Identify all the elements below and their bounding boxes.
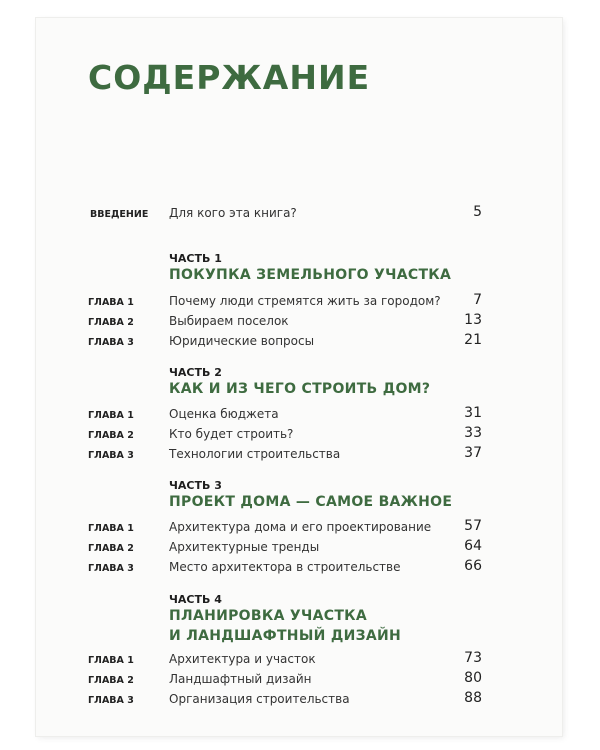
chapter-title: Кто будет строить? <box>169 427 294 441</box>
chapter-page-number: 73 <box>464 650 482 666</box>
chapter-label: ГЛАВА 2 <box>88 430 134 441</box>
chapter-entry <box>0 538 600 558</box>
part-title-line: ПОКУПКА ЗЕМЕЛЬНОГО УЧАСТКА <box>169 267 452 283</box>
part-title <box>169 265 451 285</box>
chapter-entry <box>0 332 600 352</box>
part-title <box>169 606 401 646</box>
part-title-line: КАК И ИЗ ЧЕГО СТРОИТЬ ДОМ? <box>169 381 431 397</box>
chapter-label: ГЛАВА 1 <box>88 655 134 666</box>
chapter-page-number: 37 <box>464 445 482 461</box>
chapter-entry <box>0 312 600 332</box>
part-title-line: И ЛАНДШАФТНЫЙ ДИЗАЙН <box>169 628 402 644</box>
chapter-entry <box>0 650 600 670</box>
chapter-entry <box>0 292 600 312</box>
chapter-label: ГЛАВА 3 <box>88 450 134 461</box>
chapter-page-number: 88 <box>464 690 482 706</box>
chapter-title: Технологии строительства <box>169 447 341 461</box>
part-label: ЧАСТЬ 1 <box>169 252 222 265</box>
chapter-label: ГЛАВА 2 <box>88 543 134 554</box>
chapter-label: ГЛАВА 1 <box>88 410 134 421</box>
chapter-entry <box>0 425 600 445</box>
chapter-label: ГЛАВА 3 <box>88 563 134 574</box>
chapter-title: Юридические вопросы <box>169 334 315 348</box>
chapter-page-number: 7 <box>473 292 482 308</box>
chapter-list-part-1 <box>0 292 600 352</box>
intro-title: Для кого эта книга? <box>169 206 297 220</box>
chapter-page-number: 13 <box>464 312 482 328</box>
chapter-list-part-3 <box>0 518 600 578</box>
chapter-entry <box>0 445 600 465</box>
chapter-page-number: 33 <box>464 425 482 441</box>
chapter-list-part-2 <box>0 405 600 465</box>
page-title: СОДЕРЖАНИЕ <box>88 58 371 97</box>
chapter-entry <box>0 405 600 425</box>
chapter-title: Организация строительства <box>169 692 350 706</box>
part-label: ЧАСТЬ 3 <box>169 479 222 492</box>
chapter-page-number: 21 <box>464 332 482 348</box>
part-title <box>169 379 430 399</box>
part-title <box>169 492 452 512</box>
chapter-title: Почему люди стремятся жить за городом? <box>169 294 441 308</box>
chapter-label: ГЛАВА 1 <box>88 297 134 308</box>
chapter-label: ГЛАВА 2 <box>88 317 134 328</box>
chapter-page-number: 80 <box>464 670 482 686</box>
chapter-entry <box>0 670 600 690</box>
chapter-entry <box>0 558 600 578</box>
chapter-page-number: 57 <box>464 518 482 534</box>
chapter-page-number: 66 <box>464 558 482 574</box>
chapter-page-number: 64 <box>464 538 482 554</box>
chapter-entry <box>0 690 600 710</box>
chapter-label: ГЛАВА 3 <box>88 337 134 348</box>
part-label: ЧАСТЬ 4 <box>169 593 222 606</box>
intro-page-number: 5 <box>473 204 482 220</box>
part-title-line: ПРОЕКТ ДОМА — САМОЕ ВАЖНОЕ <box>169 494 453 510</box>
chapter-title: Выбираем поселок <box>169 314 289 328</box>
chapter-title: Место архитектора в строительстве <box>169 560 401 574</box>
chapter-label: ГЛАВА 2 <box>88 675 134 686</box>
part-title-line: ПЛАНИРОВКА УЧАСТКА <box>169 608 368 624</box>
chapter-list-part-4 <box>0 650 600 710</box>
chapter-title: Оценка бюджета <box>169 407 279 421</box>
intro-label: ВВЕДЕНИЕ <box>90 209 149 220</box>
chapter-title: Ландшафтный дизайн <box>169 672 312 686</box>
chapter-page-number: 31 <box>464 405 482 421</box>
toc-intro-entry <box>0 204 600 224</box>
chapter-title: Архитектура дома и его проектирование <box>169 520 432 534</box>
chapter-title: Архитектура и участок <box>169 652 316 666</box>
chapter-entry <box>0 518 600 538</box>
part-label: ЧАСТЬ 2 <box>169 366 222 379</box>
chapter-label: ГЛАВА 3 <box>88 695 134 706</box>
chapter-label: ГЛАВА 1 <box>88 523 134 534</box>
chapter-title: Архитектурные тренды <box>169 540 320 554</box>
